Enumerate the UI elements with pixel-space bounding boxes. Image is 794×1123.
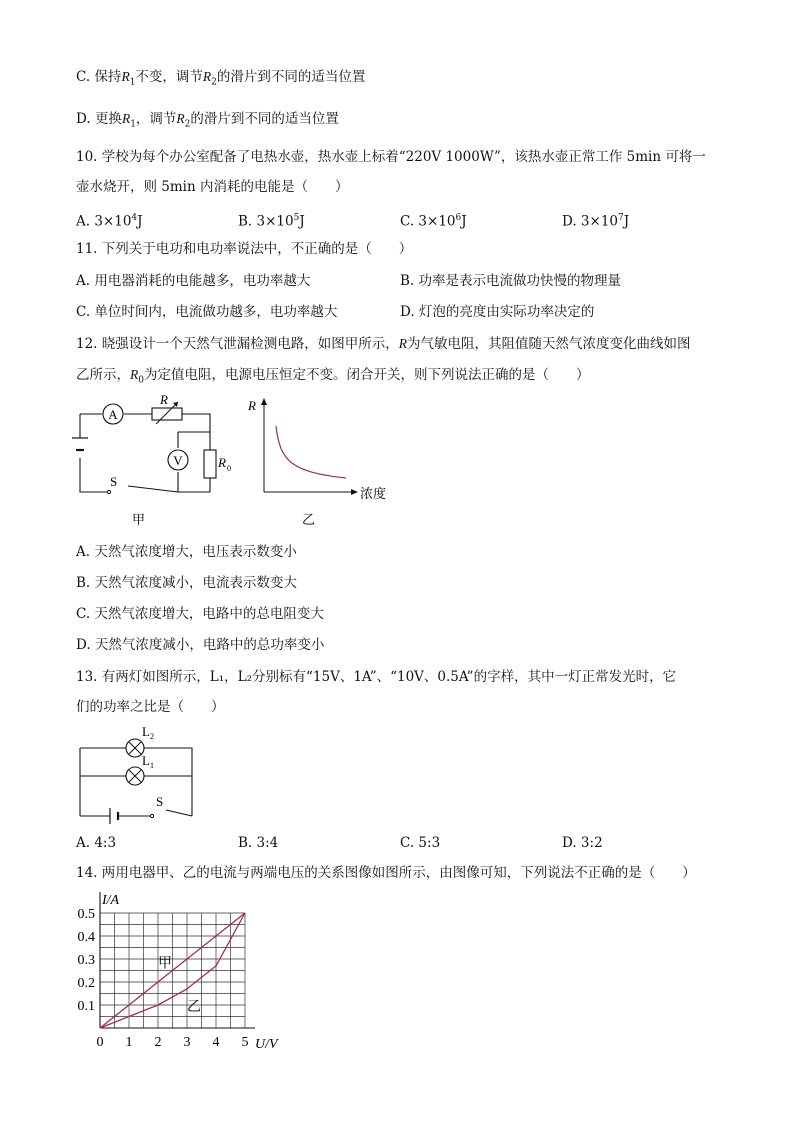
stem-text: 乙所示， (76, 367, 130, 383)
symbol-r0: R (130, 367, 139, 382)
q12-figure (70, 392, 400, 532)
option-text: A. 3×10 (76, 213, 132, 230)
axis-concentration-label: 浓度 (360, 486, 387, 501)
unit: J (299, 213, 305, 230)
lamp-l1-subscript: 1 (150, 761, 154, 770)
q14-stem: 14. 两用电器甲、乙的电流与两端电压的关系图像如图所示，由图像可知，下列说法不正确的是（ ） (76, 865, 696, 881)
y-axis-label: I/A (102, 893, 120, 908)
y-tick-label: 0.2 (77, 976, 95, 991)
q10-option-c (400, 209, 467, 231)
option-label: D. (76, 111, 95, 127)
q11-stem: 11. 下列关于电功和电功率说法中，不正确的是（ ） (76, 241, 413, 257)
y-tick-label: 0.5 (77, 907, 95, 922)
x-axis-label: U/V (255, 1037, 278, 1052)
subscript: 0 (138, 375, 144, 386)
q14-iu-chart (70, 886, 290, 1058)
q10-option-a (76, 209, 143, 231)
q13-stem-line1: 13. 有两灯如图所示，L₁，L₂分别标有“15V、1A”、“10V、0.5A”的字样，其中一灯正常发光时，它 (76, 669, 677, 685)
ammeter-label: A (108, 407, 118, 422)
series-yi-label: 乙 (187, 1000, 201, 1015)
q11-option-b: B. 功率是表示电流做功快慢的物理量 (400, 273, 622, 289)
resistor-r0-subscript: 0 (227, 464, 231, 473)
symbol-r1: R (121, 111, 131, 126)
unit: J (137, 213, 143, 230)
q11-option-a: A. 用电器消耗的电能越多，电功率越大 (76, 273, 311, 289)
stem-text: 为定值电阻，电源电压恒定不变。闭合开关，则下列说法正确的是（ ） (143, 367, 590, 383)
q13-option-a: A. 4:3 (76, 835, 117, 851)
exponent: 5 (293, 213, 300, 223)
q13-stem-line2: 们的功率之比是（ ） (76, 699, 225, 715)
x-tick-label: 5 (241, 1035, 249, 1050)
q10-option-d (562, 209, 629, 231)
lamp-l1-icon (126, 753, 154, 785)
x-tick-label: 4 (212, 1035, 220, 1050)
exponent: 7 (618, 213, 624, 223)
voltmeter-label: V (173, 453, 183, 468)
x-tick-label: 3 (183, 1035, 191, 1050)
q13-circuit-figure (74, 724, 204, 824)
q13-option-c: C. 5:3 (400, 835, 441, 851)
q9-option-c (76, 68, 365, 92)
battery-icon (110, 808, 118, 824)
y-tick-label: 0.3 (77, 953, 95, 968)
q12-option-b: B. 天然气浓度减小，电流表示数变大 (76, 575, 298, 591)
q12-option-a: A. 天然气浓度增大，电压表示数变小 (76, 544, 297, 560)
q12-stem-line1 (76, 335, 691, 353)
q10-stem-line2: 壶水烧开，则 5min 内消耗的电能是（ ） (76, 179, 349, 195)
symbol-r1: R (121, 69, 130, 84)
q11-option-d: D. 灯泡的亮度由实际功率决定的 (400, 304, 595, 320)
subscript: 1 (130, 119, 136, 130)
q13-option-b: B. 3:4 (238, 835, 279, 851)
lamp-l1-label: L (142, 753, 150, 768)
q10-option-b (238, 209, 305, 231)
subscript: 1 (129, 77, 136, 88)
battery-icon (72, 438, 88, 450)
q10-stem-line1: 10. 学校为每个办公室配备了电热水壶，热水壶上标着“220V 1000W”，该热水壶正常工作 5min 可将一 (76, 149, 706, 165)
symbol-r2: R (176, 111, 185, 126)
gas-resistor-icon (152, 392, 182, 424)
option-text: 保持 (94, 69, 122, 85)
x-tick-label: 0 (96, 1035, 104, 1050)
q12-stem-line2 (76, 366, 589, 390)
y-tick-label: 0.1 (77, 999, 95, 1014)
q12-option-c: C. 天然气浓度增大，电路中的总电阻变大 (76, 606, 324, 622)
unit: J (461, 213, 467, 230)
option-text: 的滑片到不同的适当位置 (190, 111, 339, 127)
lamp-l2-label: L (142, 724, 150, 739)
circuit-wires (80, 414, 210, 492)
q11-option-c: C. 单位时间内，电流做功越多，电功率越大 (76, 304, 338, 320)
unit: J (623, 213, 630, 230)
exponent: 6 (455, 213, 462, 223)
subscript: 2 (184, 119, 191, 130)
option-text: 的滑片到不同的适当位置 (216, 69, 366, 85)
option-label: C. (76, 69, 95, 85)
axis-r-label: R (248, 398, 256, 413)
option-text: 更换 (94, 111, 122, 127)
subscript: 2 (211, 77, 217, 88)
x-tick-label: 1 (125, 1035, 133, 1050)
stem-text: 12. 晓强设计一个天然气泄漏检测电路，如图甲所示， (76, 336, 399, 352)
symbol-r2: R (202, 69, 212, 84)
stem-text: 为气敏电阻，其阻值随天然气浓度变化曲线如图 (407, 336, 691, 352)
switch-icon (150, 794, 163, 818)
x-tick-label: 2 (154, 1035, 162, 1050)
switch-icon (107, 474, 117, 494)
figure-jia-caption: 甲 (132, 512, 146, 527)
voltmeter-icon (168, 450, 188, 470)
resistance-curve (276, 426, 346, 478)
q12-option-d: D. 天然气浓度减小，电路中的总功率变小 (76, 637, 325, 653)
option-text: C. 3×10 (400, 213, 456, 230)
switch-label: S (110, 474, 118, 489)
exponent: 4 (131, 213, 138, 223)
option-text: D. 3×10 (562, 213, 619, 230)
resistor-r0-label: R (218, 455, 226, 470)
resistor-r0-icon (204, 450, 231, 478)
resistance-curve-graph (247, 398, 386, 527)
lamp-l2-subscript: 2 (150, 732, 154, 741)
option-text: 不变，调节 (135, 69, 203, 85)
y-tick-label: 0.4 (77, 930, 95, 945)
ammeter-icon (103, 404, 123, 424)
switch-label: S (156, 794, 164, 809)
figure-yi-caption: 乙 (302, 512, 316, 527)
option-text: ，调节 (135, 111, 177, 127)
symbol-r: R (398, 336, 408, 351)
resistor-r-label: R (160, 392, 168, 407)
series-jia-label: 甲 (158, 956, 172, 972)
option-text: B. 3×10 (238, 213, 294, 230)
q9-option-d (76, 110, 339, 134)
q13-option-d: D. 3:2 (562, 835, 603, 851)
